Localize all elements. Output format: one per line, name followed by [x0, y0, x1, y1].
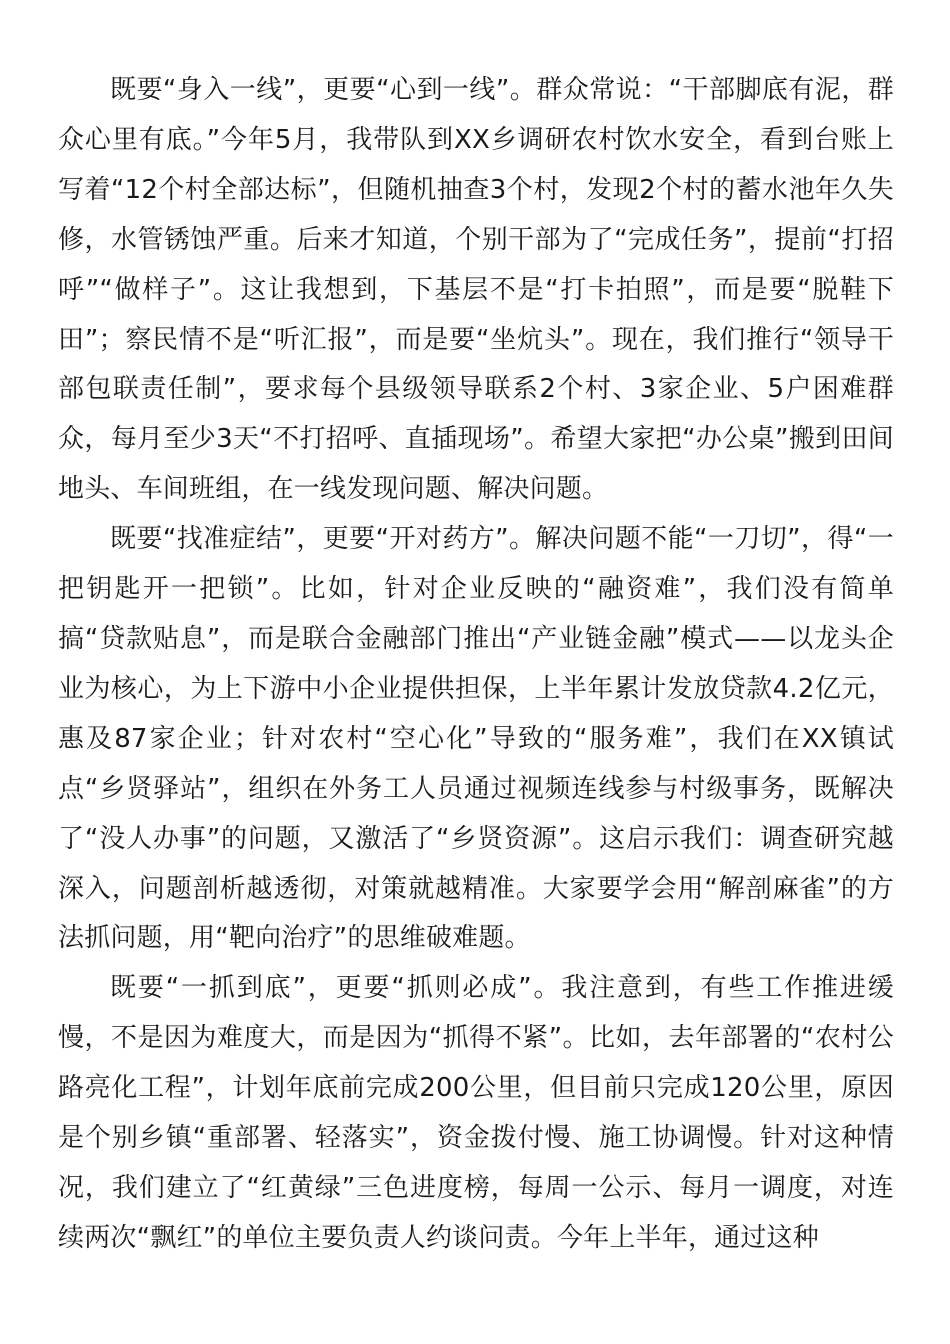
document-page [58, 66, 894, 1264]
paragraph-2: 既要“找准症结”，更要“开对药方”。解决问题不能“一刀切”，得“一把钥匙开一把锁”。比如，针对企业反映的“融资难”，我们没有简单搞“贷款贴息”，而是联合金融部门推出“产业链金融”模式——以龙头企业为核心，为上下游中小企业提供担保，上半年累计发放贷款4.2亿元，惠及87家企业；针对农村“空心化”导致的“服务难”，我们在XX镇试点“乡贤驿站”，组织在外务工人员通过视频连线参与村级事务，既解决了“没人办事”的问题，又激活了“乡贤资源”。这启示我们：调查研究越深入，问题剖析越透彻，对策就越精准。大家要学会用“解剖麻雀”的方法抓问题，用“靶向治疗”的思维破难题。 [58, 524, 894, 954]
paragraph-3: 既要“一抓到底”，更要“抓则必成”。我注意到，有些工作推进缓慢，不是因为难度大，而是因为“抓得不紧”。比如，去年部署的“农村公路亮化工程”，计划年底前完成200公里，但目前只完成120公里，原因是个别乡镇“重部署、轻落实”，资金拨付慢、施工协调慢。针对这种情况，我们建立了“红黄绿”三色进度榜，每周一公示、每月一调度，对连续两次“飘红”的单位主要负责人约谈问责。今年上半年，通过这种 [58, 973, 894, 1253]
paragraph-1: 既要“身入一线”，更要“心到一线”。群众常说：“干部脚底有泥，群众心里有底。”今年5月，我带队到XX乡调研农村饮水安全，看到台账上写着“12个村全部达标”，但随机抽查3个村，发现2个村的蓄水池年久失修，水管锈蚀严重。后来才知道，个别干部为了“完成任务”，提前“打招呼”“做样子”。这让我想到，下基层不是“打卡拍照”，而是要“脱鞋下田”；察民情不是“听汇报”，而是要“坐炕头”。现在，我们推行“领导干部包联责任制”，要求每个县级领导联系2个村、3家企业、5户困难群众，每月至少3天“不打招呼、直插现场”。希望大家把“办公桌”搬到田间地头、车间班组，在一线发现问题、解决问题。 [58, 75, 894, 505]
